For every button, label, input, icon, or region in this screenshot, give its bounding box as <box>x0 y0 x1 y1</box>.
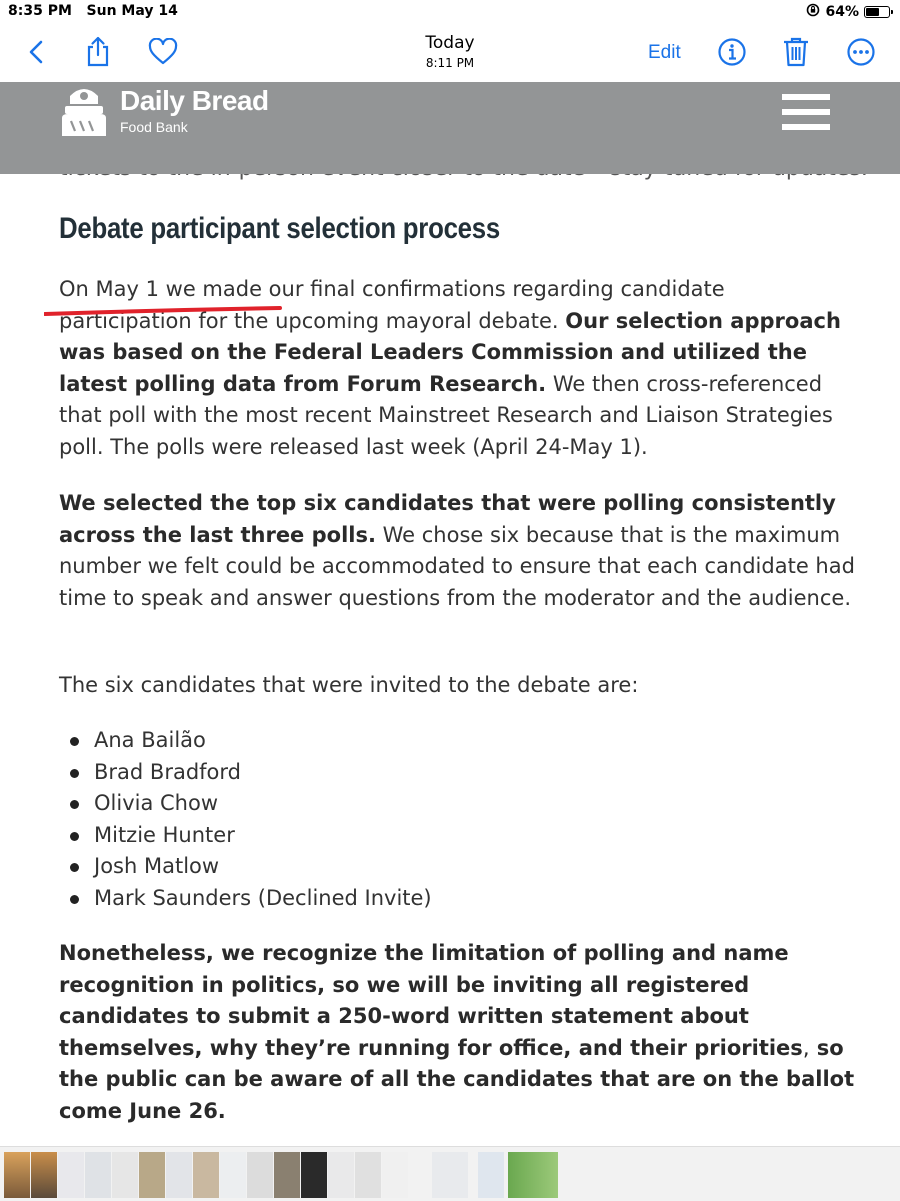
list-item: Ana Bailão <box>59 725 432 757</box>
battery-percent: 64% <box>825 4 859 20</box>
thumbnail[interactable] <box>478 1152 504 1198</box>
paragraph-invited: The six candidates that were invited to the debate are: <box>59 673 639 697</box>
thumbnail[interactable] <box>328 1152 354 1198</box>
section-heading: Debate participant selection process <box>59 212 500 245</box>
thumbnail[interactable] <box>247 1152 273 1198</box>
thumbnail[interactable] <box>274 1152 300 1198</box>
delete-button[interactable] <box>776 32 816 72</box>
status-time-date <box>8 3 178 19</box>
status-bar <box>0 0 900 24</box>
trash-icon <box>782 36 810 68</box>
battery-icon <box>864 6 890 18</box>
list-item: Brad Bradford <box>59 757 432 789</box>
p2-bold: We selected the top six candidates that were polling consistently across the last three polls. <box>59 491 836 547</box>
list-item: Mitzie Hunter <box>59 820 432 852</box>
status-right <box>806 3 890 21</box>
thumbnail[interactable] <box>85 1152 111 1198</box>
thumbnail[interactable] <box>355 1152 381 1198</box>
photo-thumbnail-strip[interactable] <box>0 1146 900 1201</box>
share-icon <box>84 36 112 68</box>
photo-viewer-toolbar <box>0 24 900 82</box>
bread-logo-icon[interactable] <box>58 84 110 144</box>
info-button[interactable] <box>712 32 752 72</box>
p4-comma: , <box>802 1035 810 1060</box>
back-button[interactable] <box>16 32 56 72</box>
thumbnail[interactable] <box>58 1152 84 1198</box>
menu-button[interactable] <box>782 94 830 130</box>
thumbnail[interactable] <box>112 1152 138 1198</box>
list-item: Josh Matlow <box>59 851 432 883</box>
list-item: Olivia Chow <box>59 788 432 820</box>
thumbnail[interactable] <box>193 1152 219 1198</box>
edit-button[interactable]: Edit <box>648 42 681 63</box>
list-item: Mark Saunders (Declined Invite) <box>59 883 432 915</box>
paragraph-nonetheless <box>59 938 859 1127</box>
thumbnail[interactable] <box>432 1152 468 1198</box>
p1-text2: We then cross-referenced that poll with the most recent Mainstreet Research and Liaison Strategies poll. The polls were released last week (April 24-May 1). <box>59 371 833 459</box>
hamburger-bar <box>782 109 830 115</box>
thumbnail[interactable] <box>508 1152 558 1198</box>
brand-name: Daily Bread <box>120 85 269 116</box>
p1-text1: On May 1 we made our final confirmations regarding candidate participation for the upcoming mayoral debate. <box>59 277 725 333</box>
share-button[interactable] <box>78 32 118 72</box>
candidate-list <box>59 725 432 915</box>
hamburger-bar <box>782 124 830 130</box>
site-header <box>0 82 900 174</box>
battery-fill <box>866 8 879 16</box>
hamburger-bar <box>782 94 830 100</box>
thumbnail[interactable] <box>301 1152 327 1198</box>
article-content <box>0 152 900 1146</box>
thumbnail[interactable] <box>31 1152 57 1198</box>
paragraph-selection-approach <box>59 274 859 463</box>
p4-bold: Nonetheless, we recognize the limitation of polling and name recognition in politics, so we will be inviting all registered candidates to submit a 250-word written statement about themselves, why they’re running for office, and their priorities <box>59 941 803 1060</box>
viewer-title-time: 8:11 PM <box>425 56 475 70</box>
thumbnail[interactable] <box>220 1152 246 1198</box>
thumbnail[interactable] <box>166 1152 192 1198</box>
p1-bold: Our selection approach was based on the Federal Leaders Commission and utilized the latest polling data from Forum Research. <box>59 308 841 396</box>
viewer-title <box>350 33 550 70</box>
p4-bold2: so the public can be aware of all the candidates that are on the ballot come June 26. <box>59 1035 855 1123</box>
info-icon <box>717 37 747 67</box>
paragraph-top-six <box>59 488 859 614</box>
heart-icon <box>148 38 178 66</box>
thumbnail[interactable] <box>382 1152 408 1198</box>
status-time: 8:35 PM <box>8 3 72 19</box>
orientation-lock-icon <box>806 3 820 21</box>
more-button[interactable] <box>841 32 881 72</box>
favorite-button[interactable] <box>143 32 183 72</box>
brand-subtitle: Food Bank <box>120 119 188 135</box>
status-date: Sun May 14 <box>86 3 178 19</box>
viewer-title-main: Today <box>425 33 475 53</box>
thumbnail[interactable] <box>139 1152 165 1198</box>
more-icon <box>846 37 876 67</box>
back-icon <box>26 39 46 65</box>
red-underline-annotation <box>44 306 284 318</box>
p2-text: We chose six because that is the maximum number we felt could be accommodated to ensure that each candidate had time to speak and answer questions from the moderator and the audience. <box>59 522 855 610</box>
thumbnail[interactable] <box>4 1152 30 1198</box>
